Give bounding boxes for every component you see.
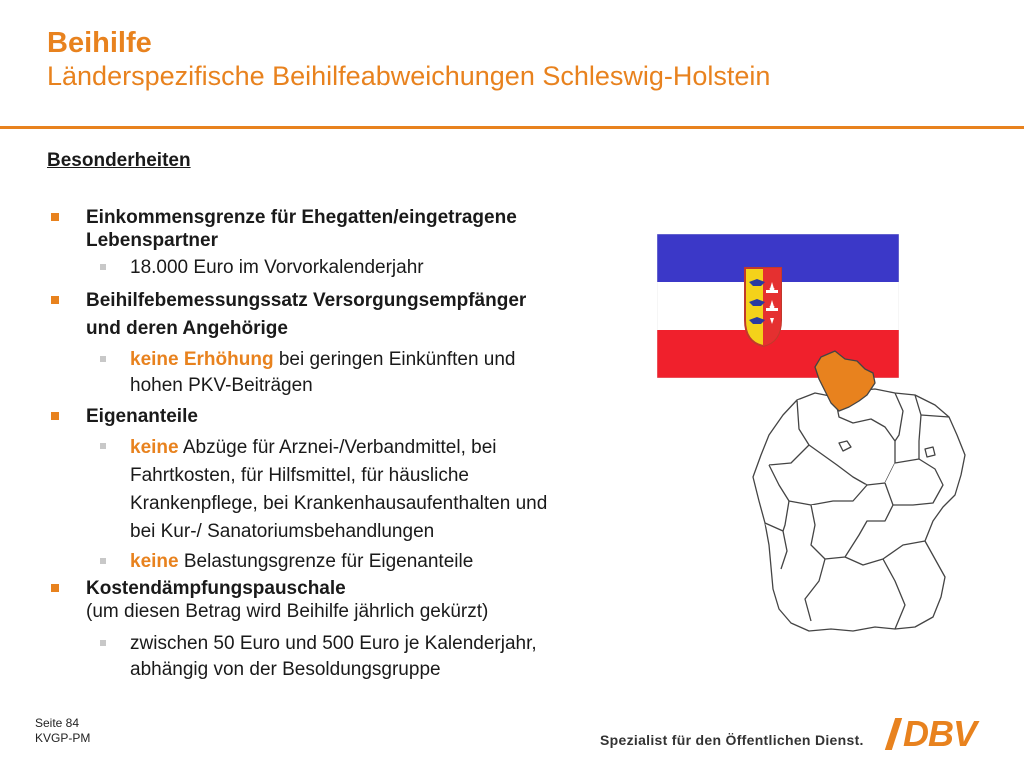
sub-bullet-icon: [100, 264, 106, 270]
highlight-text: keine: [130, 551, 179, 572]
sub-bullet-item: [47, 549, 647, 575]
page-subtitle: Länderspezifische Beihilfeabweichungen Schleswig-Holstein: [47, 61, 771, 91]
page-title: Beihilfe: [47, 27, 152, 59]
sub-bullet-text: Belastungsgrenze für Eigenanteile: [178, 551, 474, 572]
sub-bullet-text: zwischen 50 Euro und 500 Euro je Kalenderjahr,: [130, 633, 537, 654]
bullet-item-einkommensgrenze: [47, 206, 647, 252]
logo-text: DBV: [903, 713, 977, 754]
sub-bullet-item: [47, 347, 647, 399]
dbv-logo: [890, 713, 977, 754]
section-heading: Besonderheiten: [47, 150, 191, 171]
sub-bullet-item: [47, 631, 647, 683]
square-bullet-icon: [51, 584, 59, 592]
bullet-item-eigenanteile: [47, 405, 647, 428]
highlight-text: keine Erhöhung: [130, 349, 274, 370]
sub-bullet-text: 18.000 Euro im Vorvorkalenderjahr: [130, 257, 424, 278]
square-bullet-icon: [51, 296, 59, 304]
bullet-list: [47, 206, 647, 683]
bullet-label: Lebenspartner: [86, 230, 218, 251]
title-divider: [0, 126, 1024, 129]
logo-slash-icon: [885, 718, 902, 750]
sub-bullet-text: bei geringen Einkünften und: [273, 349, 516, 370]
bullet-note: (um diesen Betrag wird Beihilfe jährlich gekürzt): [86, 601, 489, 622]
bullet-item-bemessungssatz: [47, 287, 647, 343]
sub-bullet-text: Krankenpflege, bei Krankenhausaufenthalten und: [130, 493, 548, 514]
sub-bullet-item: [47, 434, 647, 546]
bullet-label: Eigenanteile: [86, 406, 198, 427]
sub-bullet-text: Fahrtkosten, für Hilfsmittel, für häusliche: [130, 465, 469, 486]
sub-bullet-text: abhängig von der Besoldungsgruppe: [130, 659, 441, 680]
bullet-label: Beihilfebemessungssatz Versorgungsempfänger: [86, 290, 527, 311]
sub-bullet-text: hohen PKV-Beiträgen: [130, 375, 313, 396]
square-bullet-icon: [51, 412, 59, 420]
bullet-item-kostendaempfung: [47, 577, 647, 623]
bullet-label: Kostendämpfungspauschale: [86, 578, 346, 599]
sub-bullet-text: bei Kur-/ Sanatoriumsbehandlungen: [130, 521, 435, 542]
sub-bullet-icon: [100, 443, 106, 449]
sub-bullet-text: Abzüge für Arznei-/Verbandmittel, bei: [178, 437, 497, 458]
germany-map: [735, 345, 975, 637]
sub-bullet-icon: [100, 356, 106, 362]
highlight-text: keine: [130, 437, 179, 458]
page-number: Seite 84: [35, 716, 80, 730]
document-code: KVGP-PM: [35, 731, 91, 745]
company-slogan: Spezialist für den Öffentlichen Dienst.: [600, 732, 864, 748]
bullet-label: und deren Angehörige: [86, 318, 288, 339]
sub-bullet-icon: [100, 640, 106, 646]
square-bullet-icon: [51, 213, 59, 221]
title-block: [47, 26, 770, 92]
sub-bullet-item: [47, 255, 647, 281]
coat-of-arms-icon: [745, 268, 781, 346]
bullet-label: Einkommensgrenze für Ehegatten/eingetragene: [86, 207, 517, 228]
sub-bullet-icon: [100, 558, 106, 564]
footer-page-info: [35, 716, 90, 746]
